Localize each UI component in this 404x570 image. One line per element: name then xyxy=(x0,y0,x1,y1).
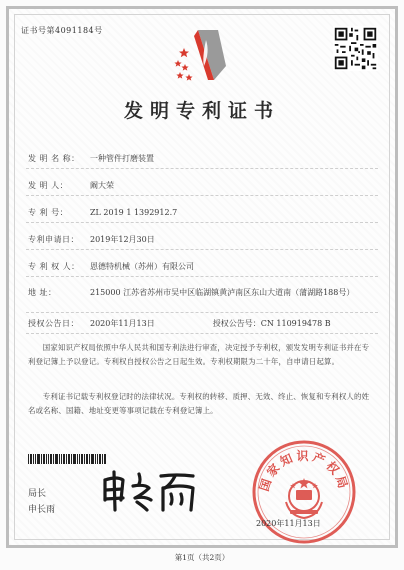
issue-date: 2020年11月13日 xyxy=(256,519,321,528)
divider xyxy=(26,222,378,223)
address-row xyxy=(28,287,360,299)
divider xyxy=(26,249,378,250)
divider xyxy=(26,168,378,169)
seal-text: 国家知识产权局 xyxy=(256,449,352,493)
patent-number-row xyxy=(28,207,177,218)
certificate-number: 证书号第4091184号 xyxy=(21,26,103,35)
cnipa-emblem-icon xyxy=(168,22,238,88)
director-signature-icon xyxy=(95,466,205,514)
invention-name-value: 一种管件打磨装置 xyxy=(90,154,154,163)
application-date-value: 2019年12月30日 xyxy=(90,235,155,244)
application-date-row xyxy=(28,234,155,245)
certificate-title: 发明专利证书 xyxy=(123,100,280,122)
patent-number-label: 专 利 号： xyxy=(28,208,69,217)
inventor-row xyxy=(28,180,114,191)
application-date-label: 专利申请日： xyxy=(28,235,79,244)
legal-status-paragraph: 专利证书记载专利权登记时的法律状况。专利权的转移、质押、无效、终止、恢复和专利权人的姓名或名称、国籍、地址变更等事项记载在专利登记簿上。 xyxy=(28,392,370,415)
inventor-label: 发 明 人： xyxy=(28,181,69,190)
invention-name-label: 发 明 名 称： xyxy=(28,154,80,163)
patentee-row xyxy=(28,261,194,272)
grant-number-label: 授权公告号： xyxy=(212,319,261,328)
director-name: 申长雨 xyxy=(28,505,56,515)
divider xyxy=(26,195,378,196)
official-seal-icon xyxy=(250,438,358,546)
inventor-value: 阚大荣 xyxy=(90,181,114,190)
grant-info-row xyxy=(28,318,331,329)
grant-date-label: 授权公告日： xyxy=(28,319,79,328)
patentee-label: 专 利 权 人： xyxy=(28,262,80,271)
qr-code-icon xyxy=(333,26,378,71)
page-number: 第1页（共2页） xyxy=(174,553,230,562)
address-value: 215000 江苏省苏州市吴中区临湖镇黄泸南区东山大道南（蒲湖路188号） xyxy=(90,288,355,297)
grant-date-value: 2020年11月13日 xyxy=(90,319,155,328)
patentee-value: 恩德特机械（苏州）有限公司 xyxy=(90,262,194,271)
grant-statement-paragraph: 国家知识产权局依照中华人民共和国专利法进行审查，决定授予专利权，颁发发明专利证书并在专利登记簿上予以登记。专利权自授权公告之日起生效。专利权期限为二十年，自申请日起算。 xyxy=(28,343,370,366)
invention-name-row xyxy=(28,153,154,164)
address-label: 地 址： xyxy=(28,288,57,297)
grant-number-value: CN 110919478 B xyxy=(260,319,331,328)
patent-number-value: ZL 2019 1 1392912.7 xyxy=(90,208,178,217)
divider xyxy=(26,276,378,277)
barcode-icon xyxy=(28,454,106,464)
divider xyxy=(26,333,378,334)
director-title: 局长 xyxy=(28,489,47,499)
divider xyxy=(26,312,378,313)
